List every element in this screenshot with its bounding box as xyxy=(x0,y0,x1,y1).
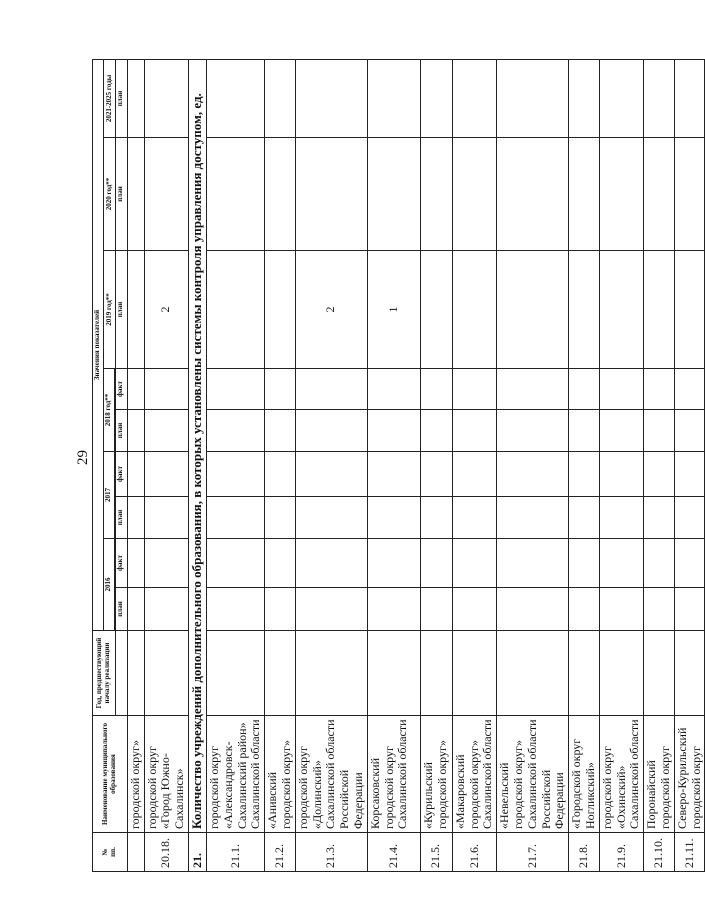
value-cell xyxy=(599,138,643,251)
value-cell xyxy=(452,452,496,497)
municipality-name: Северо-Курильский городской округ xyxy=(674,716,705,833)
header-2016: 2016 xyxy=(104,539,115,631)
value-cell xyxy=(599,59,643,137)
value-cell xyxy=(644,539,675,588)
row-number: 21.5. xyxy=(420,833,452,872)
value-cell xyxy=(265,497,296,539)
value-cell xyxy=(127,631,144,716)
value-cell xyxy=(367,452,420,497)
row-number: 21.4. xyxy=(367,833,420,872)
value-cell xyxy=(420,369,452,410)
value-cell xyxy=(599,497,643,539)
value-cell xyxy=(367,631,420,716)
value-cell xyxy=(127,497,144,539)
row-number: 21.7. xyxy=(497,833,569,872)
value-cell xyxy=(452,631,496,716)
value-2019-plan: 2 xyxy=(144,251,188,369)
value-cell xyxy=(674,588,705,631)
value-cell xyxy=(144,631,188,716)
header-year-blank xyxy=(115,631,127,716)
value-cell xyxy=(644,631,675,716)
value-cell xyxy=(144,369,188,410)
value-cell xyxy=(497,588,569,631)
value-cell xyxy=(569,588,600,631)
value-cell xyxy=(127,539,144,588)
value-cell xyxy=(452,138,496,251)
value-2019-plan xyxy=(452,251,496,369)
table-row xyxy=(265,59,296,871)
value-cell xyxy=(265,631,296,716)
value-cell xyxy=(265,369,296,410)
municipality-name: городской округ «Охинский» Сахалинской области xyxy=(599,716,643,833)
value-cell xyxy=(497,59,569,137)
value-cell xyxy=(569,410,600,452)
value-cell xyxy=(420,497,452,539)
value-cell xyxy=(295,539,367,588)
value-cell xyxy=(569,497,600,539)
header-plan: план xyxy=(115,138,127,251)
table-row xyxy=(420,59,452,871)
table-row xyxy=(207,59,265,871)
value-cell xyxy=(497,452,569,497)
value-cell xyxy=(144,588,188,631)
row-number: 21. xyxy=(189,833,207,872)
municipality-name: городской округ «Долинский» Сахалинской области Российской Федерации xyxy=(295,716,367,833)
value-cell xyxy=(295,59,367,137)
value-cell xyxy=(644,369,675,410)
row-number: 21.6. xyxy=(452,833,496,872)
value-cell xyxy=(599,539,643,588)
value-cell xyxy=(295,452,367,497)
header-plan: план xyxy=(115,59,127,137)
value-cell xyxy=(207,369,265,410)
value-cell xyxy=(127,59,144,137)
value-cell xyxy=(295,631,367,716)
value-cell xyxy=(367,539,420,588)
row-number: 20.18. xyxy=(144,833,188,872)
table-row xyxy=(599,59,643,871)
header-year: Год, предшествующий началу реализации xyxy=(93,631,116,716)
value-cell xyxy=(644,59,675,137)
municipality-name: «Городской округ Ногликский» xyxy=(569,716,600,833)
value-cell xyxy=(367,588,420,631)
value-cell xyxy=(127,588,144,631)
header-2017: 2017 xyxy=(104,452,115,539)
value-2019-plan: 2 xyxy=(295,251,367,369)
value-cell xyxy=(644,452,675,497)
value-cell xyxy=(144,59,188,137)
row-number xyxy=(127,833,144,872)
table-row xyxy=(569,59,600,871)
value-cell xyxy=(674,452,705,497)
municipality-name: городской округ» xyxy=(127,716,144,833)
value-cell xyxy=(644,410,675,452)
header-plan: план xyxy=(115,410,127,452)
municipality-name: «Макаровский городской округ» Сахалинской области xyxy=(452,716,496,833)
value-cell xyxy=(144,410,188,452)
value-cell xyxy=(674,410,705,452)
value-cell xyxy=(674,369,705,410)
table-row xyxy=(127,59,144,871)
value-cell xyxy=(452,497,496,539)
value-cell xyxy=(599,452,643,497)
value-2019-plan: 1 xyxy=(367,251,420,369)
header-2019: 2019 год** xyxy=(104,251,116,369)
value-cell xyxy=(497,497,569,539)
table-row xyxy=(189,59,207,871)
value-cell xyxy=(144,497,188,539)
value-cell xyxy=(367,410,420,452)
value-cell xyxy=(420,588,452,631)
value-2019-plan xyxy=(599,251,643,369)
value-cell xyxy=(144,539,188,588)
value-cell xyxy=(644,497,675,539)
table-row xyxy=(644,59,675,871)
value-cell xyxy=(599,410,643,452)
value-cell xyxy=(127,452,144,497)
table-row xyxy=(452,59,496,871)
value-cell xyxy=(207,59,265,137)
value-cell xyxy=(674,497,705,539)
municipality-name: «Анивский городской округ» xyxy=(265,716,296,833)
value-cell xyxy=(207,138,265,251)
value-cell xyxy=(497,410,569,452)
table-row xyxy=(367,59,420,871)
section-title: Количество учреждений дополнительного образования, в которых установлены системы контроля управления доступом, ед. xyxy=(189,59,207,832)
header-plan: план xyxy=(115,497,127,539)
value-cell xyxy=(674,631,705,716)
value-cell xyxy=(207,410,265,452)
header-no: № пп. xyxy=(93,833,128,872)
municipality-name: городской округ «Город Южно-Сахалинск» xyxy=(144,716,188,833)
value-2019-plan xyxy=(497,251,569,369)
value-cell xyxy=(599,631,643,716)
value-cell xyxy=(497,539,569,588)
header-fact: факт xyxy=(115,369,127,410)
value-cell xyxy=(127,410,144,452)
value-cell xyxy=(569,59,600,137)
row-number: 21.3. xyxy=(295,833,367,872)
header-fact: факт xyxy=(115,452,127,497)
value-cell xyxy=(452,539,496,588)
value-2019-plan xyxy=(127,251,144,369)
value-cell xyxy=(207,497,265,539)
value-cell xyxy=(207,588,265,631)
table-row xyxy=(295,59,367,871)
value-cell xyxy=(144,138,188,251)
value-cell xyxy=(674,138,705,251)
value-cell xyxy=(674,59,705,137)
value-2019-plan xyxy=(569,251,600,369)
row-number: 21.2. xyxy=(265,833,296,872)
value-cell xyxy=(497,369,569,410)
value-cell xyxy=(420,138,452,251)
value-2019-plan xyxy=(674,251,705,369)
value-cell xyxy=(599,369,643,410)
municipality-name: Поронайский городской округ xyxy=(644,716,675,833)
value-cell xyxy=(295,497,367,539)
value-cell xyxy=(265,539,296,588)
value-cell xyxy=(367,138,420,251)
row-number: 21.1. xyxy=(207,833,265,872)
value-cell xyxy=(367,59,420,137)
municipality-name: «Невельский городской округ» Сахалинской области Российской Федерации xyxy=(497,716,569,833)
value-cell xyxy=(569,138,600,251)
value-cell xyxy=(295,138,367,251)
header-values: Значения показателей xyxy=(93,59,104,630)
value-cell xyxy=(452,588,496,631)
value-cell xyxy=(674,539,705,588)
header-name: Наименование муниципального образования xyxy=(93,716,128,833)
value-cell xyxy=(127,138,144,251)
header-2018: 2018 год** xyxy=(104,369,115,452)
value-cell xyxy=(569,452,600,497)
value-cell xyxy=(452,59,496,137)
value-cell xyxy=(265,588,296,631)
value-cell xyxy=(207,631,265,716)
value-cell xyxy=(420,539,452,588)
municipality-name: «Курильский городской округ» xyxy=(420,716,452,833)
value-cell xyxy=(569,369,600,410)
value-cell xyxy=(569,539,600,588)
value-cell xyxy=(599,588,643,631)
value-2019-plan xyxy=(265,251,296,369)
value-cell xyxy=(265,452,296,497)
value-2019-plan xyxy=(207,251,265,369)
value-cell xyxy=(367,369,420,410)
value-cell xyxy=(295,369,367,410)
value-cell xyxy=(265,410,296,452)
value-cell xyxy=(144,452,188,497)
header-plan: план xyxy=(115,588,127,631)
value-cell xyxy=(295,410,367,452)
value-cell xyxy=(644,138,675,251)
value-cell xyxy=(207,452,265,497)
value-cell xyxy=(420,631,452,716)
header-fact: факт xyxy=(115,539,127,588)
municipality-name: Корсаковский городской округ Сахалинской области xyxy=(367,716,420,833)
value-cell xyxy=(497,631,569,716)
value-cell xyxy=(265,138,296,251)
row-number: 21.10. xyxy=(644,833,675,872)
table-row xyxy=(144,59,188,871)
value-cell xyxy=(420,452,452,497)
value-cell xyxy=(265,59,296,137)
value-cell xyxy=(207,539,265,588)
indicator-table xyxy=(92,59,705,872)
row-number: 21.11. xyxy=(674,833,705,872)
municipality-name: городской округ «Александровск-Сахалинский район» Сахалинской области xyxy=(207,716,265,833)
value-cell xyxy=(295,588,367,631)
value-cell xyxy=(420,59,452,137)
header-plan: план xyxy=(115,251,127,369)
value-cell xyxy=(367,497,420,539)
table-row xyxy=(674,59,705,871)
header-2020: 2020 год** xyxy=(104,138,116,251)
table-row xyxy=(497,59,569,871)
value-cell xyxy=(497,138,569,251)
value-cell xyxy=(569,631,600,716)
row-number: 21.9. xyxy=(599,833,643,872)
value-cell xyxy=(452,410,496,452)
page-number: 29 xyxy=(75,450,91,465)
value-2019-plan xyxy=(420,251,452,369)
value-cell xyxy=(420,410,452,452)
value-cell xyxy=(452,369,496,410)
header-2021: 2021-2025 годы xyxy=(104,59,116,137)
row-number: 21.8. xyxy=(569,833,600,872)
value-2019-plan xyxy=(644,251,675,369)
value-cell xyxy=(644,588,675,631)
value-cell xyxy=(127,369,144,410)
